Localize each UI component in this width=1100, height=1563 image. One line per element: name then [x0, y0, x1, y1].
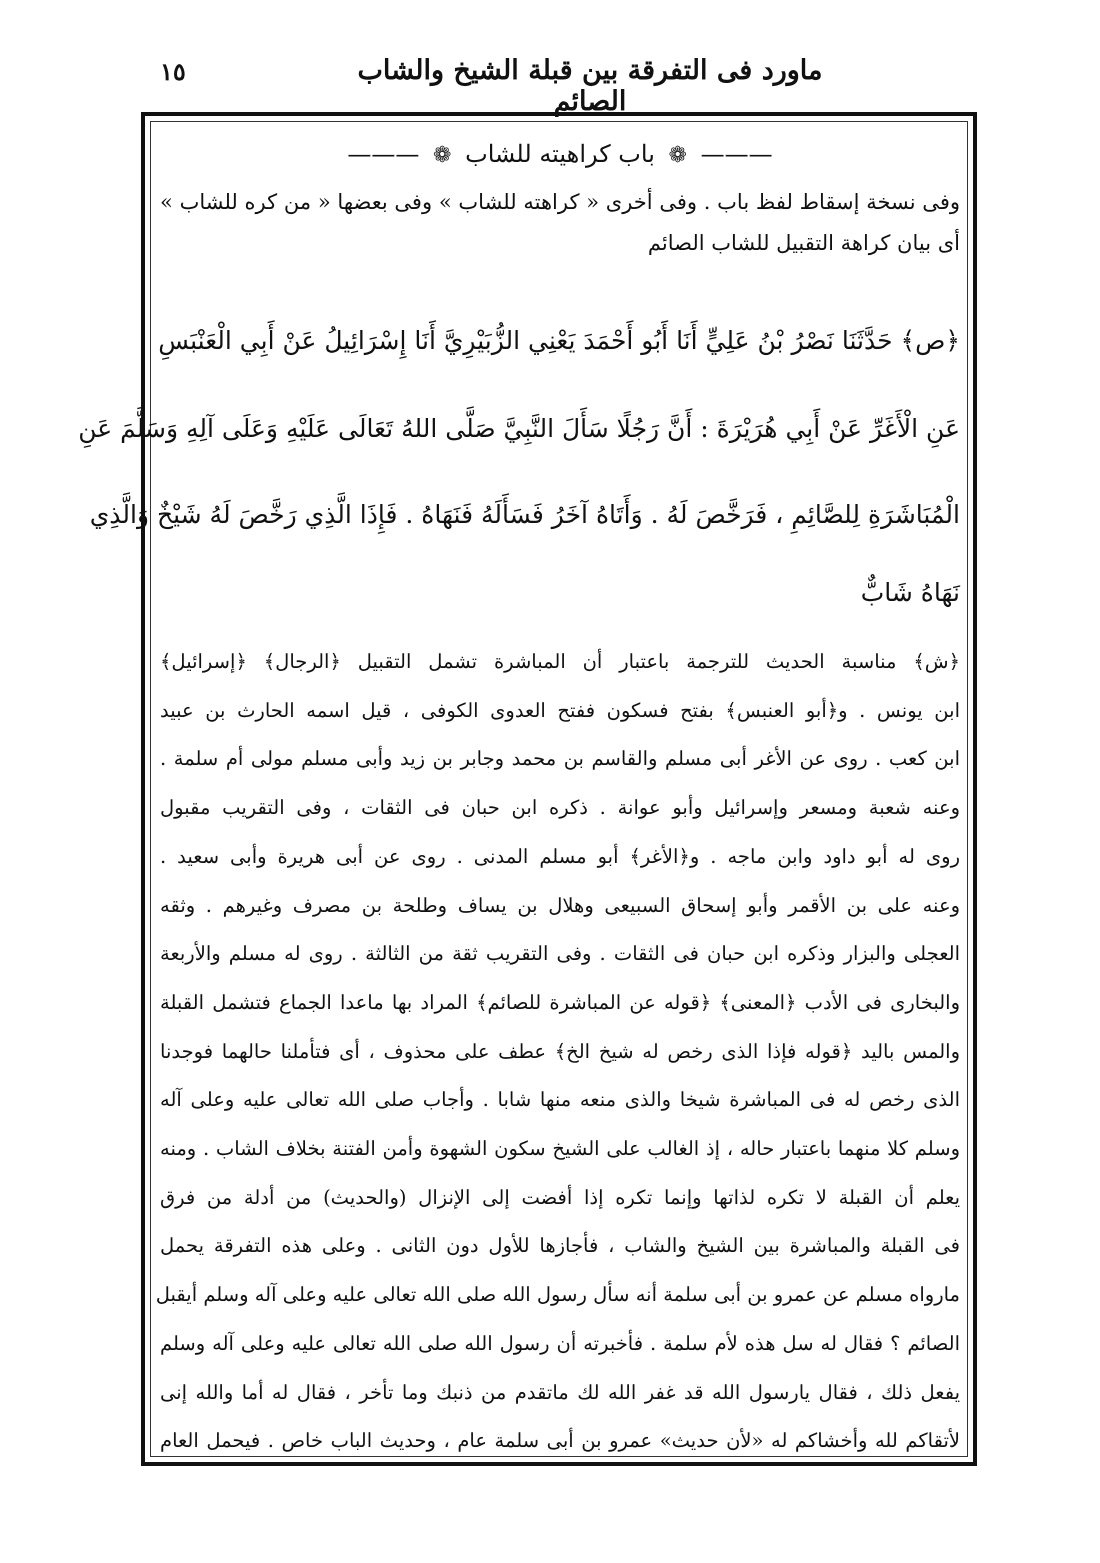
commentary-line: وعنه شعبة ومسعر وإسرائيل وأبو عوانة . ذكره ابن حبان فى الثقات ، وفى التقريب مقبول: [160, 796, 960, 820]
commentary-line: ﴿ش﴾ مناسبة الحديث للترجمة باعتبار أن المباشرة تشمل التقبيل ﴿الرجال﴾ ﴿إسرائيل﴾: [160, 650, 960, 673]
commentary-line: ابن كعب . روى عن الأغر أبى مسلم والقاسم بن محمد وجابر بن زيد وأبى مسلم مولى أم سلمة .: [160, 747, 960, 771]
commentary-line: فى القبلة والمباشرة بين الشيخ والشاب ، فأجازها للأول دون الثانى . وعلى هذه التفرقة يحمل: [160, 1234, 960, 1258]
commentary-line: يفعل ذلك ، فقال يارسول الله قد غفر الله لك ماتقدم من ذنبك وما تأخر ، فقال له أما والله إنى: [160, 1380, 960, 1404]
hadith-line: عَنِ الْأَغَرِّ عَنْ أَبِي هُرَيْرَةَ : أَنَّ رَجُلًا سَأَلَ النَّبِيَّ صَلَّى اللهُ تَعَالَى عَلَيْهِ وَعَلَى آلِهِ وَسَلَّمَ عَنِ: [78, 414, 960, 443]
commentary-line: وعنه على بن الأقمر وأبو إسحاق السبيعى وهلال بن يساف وطلحة بن مصرف وغيرهم . وثقه: [160, 893, 960, 917]
dash-right: ———: [347, 140, 420, 168]
hadith-line: الْمُبَاشَرَةِ لِلصَّائِمِ ، فَرَخَّصَ لَهُ . وَأَتَاهُ آخَرُ فَسَأَلَهُ فَنَهَاهُ . فَإِذَا الَّذِي رَخَّصَ لَهُ شَيْخٌ وَالَّذِي: [89, 500, 960, 529]
hadith-line: ﴿ص﴾ حَدَّثَنَا نَصْرُ بْنُ عَلِيٍّ أَنَا أَبُو أَحْمَدَ يَعْنِي الزُّبَيْرِيَّ أَنَا إِسْرَائِيلُ عَنْ أَبِي الْعَنْبَسِ: [158, 326, 960, 355]
hadith-line: نَهَاهُ شَابٌّ: [860, 578, 960, 607]
commentary-line: والبخارى فى الأدب ﴿المعنى﴾ ﴿قوله عن المباشرة للصائم﴾ المراد بها ماعدا الجماع فتشمل القبلة: [160, 990, 960, 1014]
commentary-line: العجلى والبزار وذكره ابن حبان فى الثقات . وفى التقريب ثقة من الثالثة . روى له مسلم والأربعة: [160, 942, 960, 966]
commentary-line: ابن يونس . و﴿أبو العنبس﴾ بفتح فسكون ففتح العدوى الكوفى ، قيل اسمه الحارث بن عبيد: [160, 698, 960, 722]
commentary-line: وسلم كلا منهما باعتبار حاله ، إذ الغالب على الشيخ سكون الشهوة وأمن الفتنة بخلاف الشاب . ومنه: [160, 1137, 960, 1160]
intro-line: وفى نسخة إسقاط لفظ باب . وفى أخرى « كراهته للشاب » وفى بعضها « من كره للشاب »: [160, 190, 960, 214]
commentary-line: روى له أبو داود وابن ماجه . و﴿الأغر﴾ أبو مسلم المدنى . روى عن أبى هريرة وأبى سعيد .: [160, 844, 960, 868]
chapter-heading: [160, 140, 960, 168]
ornament-icon: ❁: [668, 143, 687, 168]
commentary-line: مارواه مسلم عن عمرو بن أبى سلمة أنه سأل رسول الله صلى الله تعالى عليه وعلى آله وسلم أيقبل: [155, 1283, 960, 1307]
chapter-title: باب كراهيته للشاب: [465, 140, 655, 168]
commentary-line: الذى رخص له فى المباشرة شيخا والذى منعه منها شابا . وأجاب صلى الله تعالى عليه وعلى آله: [160, 1088, 960, 1112]
intro-line: أى بيان كراهة التقبيل للشاب الصائم: [647, 231, 960, 255]
commentary-line: الصائم ؟ فقال له سل هذه لأم سلمة . فأخبرته أن رسول الله صلى الله تعالى عليه وعلى آله وسلم: [160, 1331, 960, 1355]
dash-left: ———: [700, 140, 773, 168]
page-number: ١٥: [160, 57, 186, 86]
running-title: ماورد فى التفرقة بين قبلة الشيخ والشاب الصائم: [357, 55, 823, 117]
commentary-line: لأتقاكم لله وأخشاكم له «لأن حديث» عمرو بن أبى سلمة عام ، وحديث الباب خاص . فيحمل العام: [160, 1429, 960, 1453]
commentary-line: يعلم أن القبلة لا تكره لذاتها وإنما تكره إذا أفضت إلى الإنزال (والحديث) من أدلة من فرق: [160, 1185, 960, 1209]
ornament-icon: ❁: [433, 143, 452, 168]
commentary-line: والمس باليد ﴿قوله فإذا الذى رخص له شيخ الخ﴾ عطف على محذوف ، أى فتأملنا حالهما فوجدنا: [160, 1039, 960, 1063]
